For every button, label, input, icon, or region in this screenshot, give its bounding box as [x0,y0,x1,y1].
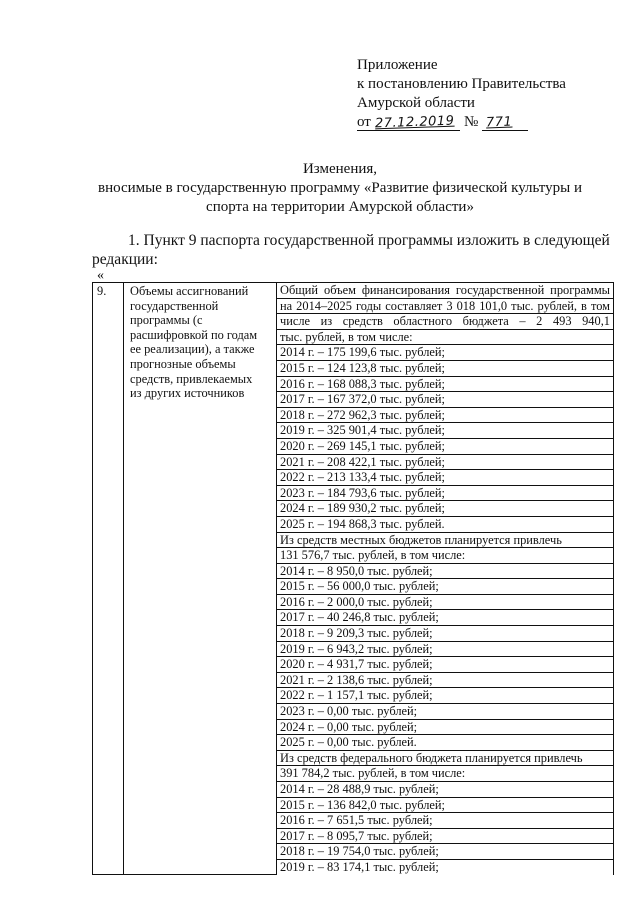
appendix-date-line [357,113,566,132]
content-line: 2020 г. – 4 931,7 тыс. рублей; [277,657,613,673]
content-line: Из средств федерального бюджета планируется привлечь [277,751,613,767]
handwritten-number: 771 [485,114,513,131]
name-line: средств, привлекаемых [130,371,253,386]
content-line: на 2014–2025 годы составляет 3 018 101,0 тыс. рублей, в том [277,299,613,315]
content-line: 2018 г. – 19 754,0 тыс. рублей; [277,844,613,860]
content-line: 2019 г. – 325 901,4 тыс. рублей; [277,423,613,439]
content-line: 2024 г. – 189 930,2 тыс. рублей; [277,501,613,517]
content-line: 391 784,2 тыс. рублей, в том числе: [277,766,613,782]
content-line: 2015 г. – 56 000,0 тыс. рублей; [277,579,613,595]
paragraph-line-2: редакции: [92,251,158,268]
content-line: 2022 г. – 213 133,4 тыс. рублей; [277,470,613,486]
content-line: 2016 г. – 7 651,5 тыс. рублей; [277,813,613,829]
content-line: 2025 г. – 0,00 тыс. рублей. [277,735,613,751]
content-line: 131 576,7 тыс. рублей, в том числе: [277,548,613,564]
content-line: 2014 г. – 28 488,9 тыс. рублей; [277,782,613,798]
paragraph-line-1: 1. Пункт 9 паспорта государственной программы изложить в следующей [128,232,610,249]
name-line: программы (с [130,313,203,328]
content-line: 2016 г. – 2 000,0 тыс. рублей; [277,595,613,611]
title-line-3: спорта на территории Амурской области» [206,199,474,215]
row-content-cell [277,283,614,875]
passport-table [92,282,614,875]
appendix-line-2: к постановлению Правительства [357,76,566,92]
content-line: 2015 г. – 136 842,0 тыс. рублей; [277,798,613,814]
number-prefix: № [464,114,479,130]
name-line: государственной [130,298,219,313]
title-line-2: вносимые в государственную программу «Развитие физической культуры и [97,180,583,196]
content-line: Из средств местных бюджетов планируется привлечь [277,533,613,549]
row-name-cell [124,283,277,875]
content-line: 2014 г. – 8 950,0 тыс. рублей; [277,564,613,580]
name-line: Объемы ассигнований [130,284,249,298]
document-title [60,160,620,217]
content-line: 2017 г. – 8 095,7 тыс. рублей; [277,829,613,845]
appendix-line-1: Приложение [357,57,438,73]
content-line: 2014 г. – 175 199,6 тыс. рублей; [277,345,613,361]
name-line: из других источников [130,386,245,401]
name-line: расшифровкой по годам [130,327,258,342]
content-line: 2015 г. – 124 123,8 тыс. рублей; [277,361,613,377]
content-line: 2023 г. – 0,00 тыс. рублей; [277,704,613,720]
content-line: Общий объем финансирования государственной программы [277,283,613,299]
content-line: 2023 г. – 184 793,6 тыс. рублей; [277,486,613,502]
appendix-header [357,56,566,132]
table-row [93,283,614,875]
appendix-line-3: Амурской области [357,95,475,111]
content-line: 2025 г. – 194 868,3 тыс. рублей. [277,517,613,533]
open-quote: « [97,268,104,283]
row-number: 9. [93,283,124,875]
content-line: 2017 г. – 167 372,0 тыс. рублей; [277,392,613,408]
content-line: 2021 г. – 2 138,6 тыс. рублей; [277,673,613,689]
content-line: 2024 г. – 0,00 тыс. рублей; [277,720,613,736]
content-line: тыс. рублей, в том числе: [277,330,613,346]
content-line: 2017 г. – 40 246,8 тыс. рублей; [277,610,613,626]
content-line: 2018 г. – 272 962,3 тыс. рублей; [277,408,613,424]
content-line: 2020 г. – 269 145,1 тыс. рублей; [277,439,613,455]
content-line: 2016 г. – 168 088,3 тыс. рублей; [277,377,613,393]
handwritten-date: 27.12.2019 [374,113,455,132]
name-line: прогнозные объемы [130,356,236,371]
content-line: числе из средств областного бюджета – 2 493 940,1 [277,314,613,330]
content-line: 2022 г. – 1 157,1 тыс. рублей; [277,688,613,704]
title-line-1: Изменения, [302,161,378,177]
content-line: 2018 г. – 9 209,3 тыс. рублей; [277,626,613,642]
content-line: 2019 г. – 83 174,1 тыс. рублей; [280,859,439,874]
date-prefix: от [357,114,371,130]
content-line: 2019 г. – 6 943,2 тыс. рублей; [277,642,613,658]
name-line: ее реализации), а также [130,342,255,357]
content-line: 2021 г. – 208 422,1 тыс. рублей; [277,455,613,471]
